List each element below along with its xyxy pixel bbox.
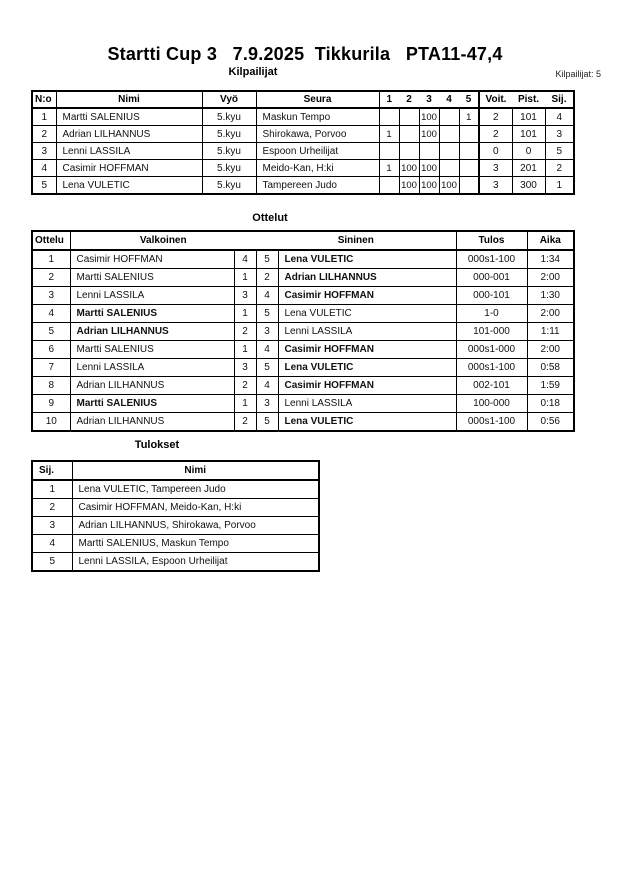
table-row	[32, 323, 574, 341]
table-row	[32, 480, 319, 499]
cell-blue-name: Adrian LILHANNUS	[278, 269, 456, 287]
cell-white-name: Martti SALENIUS	[70, 305, 234, 323]
cell-score-1	[379, 177, 399, 195]
cell-score-2	[399, 126, 419, 143]
cell-score-1	[379, 143, 399, 160]
cell-white-no: 3	[234, 359, 256, 377]
cell-voit: 3	[479, 177, 512, 195]
cell-result: 1-0	[456, 305, 527, 323]
cell-vyo: 5.kyu	[202, 108, 256, 126]
col-header-pist: Pist.	[512, 91, 545, 108]
section-label-ottelut: Ottelut	[252, 212, 288, 224]
cell-match-no: 3	[32, 287, 70, 305]
cell-match-no: 10	[32, 413, 70, 432]
cell-white-no: 1	[234, 341, 256, 359]
cell-nimi: Martti SALENIUS	[56, 108, 202, 126]
page-title: Startti Cup 3 7.9.2025 Tikkurila PTA11-47,4	[107, 44, 503, 64]
competitors-count: Kilpailijat: 5	[555, 69, 601, 79]
cell-score-1: 1	[379, 126, 399, 143]
cell-score-1	[379, 108, 399, 126]
cell-blue-name: Lena VULETIC	[278, 305, 456, 323]
cell-no: 4	[32, 160, 56, 177]
cell-result: 100-000	[456, 395, 527, 413]
cell-blue-no: 5	[256, 305, 278, 323]
cell-result: 000s1-100	[456, 413, 527, 432]
col-header-sininen: Sininen	[256, 231, 456, 250]
table-row	[32, 305, 574, 323]
table-row	[32, 250, 574, 269]
cell-match-no: 5	[32, 323, 70, 341]
col-header-ottelu: Ottelu	[32, 231, 70, 250]
cell-score-2: 100	[399, 177, 419, 195]
cell-score-4	[439, 160, 459, 177]
cell-white-no: 3	[234, 287, 256, 305]
cell-sij: 5	[545, 143, 574, 160]
cell-seura: Espoon Urheilijat	[256, 143, 379, 160]
cell-time: 1:11	[527, 323, 574, 341]
cell-score-2	[399, 108, 419, 126]
cell-score-4	[439, 126, 459, 143]
cell-sij: 3	[545, 126, 574, 143]
cell-time: 1:30	[527, 287, 574, 305]
cell-voit: 3	[479, 160, 512, 177]
cell-sij: 4	[545, 108, 574, 126]
cell-blue-no: 5	[256, 250, 278, 269]
col-header-nimi: Nimi	[56, 91, 202, 108]
cell-vyo: 5.kyu	[202, 143, 256, 160]
cell-blue-no: 2	[256, 269, 278, 287]
cell-white-no: 2	[234, 323, 256, 341]
cell-name: Martti SALENIUS, Maskun Tempo	[72, 535, 319, 553]
cell-score-5	[459, 126, 479, 143]
cell-time: 2:00	[527, 341, 574, 359]
cell-nimi: Adrian LILHANNUS	[56, 126, 202, 143]
section-label-kilpailijat: Kilpailijat	[228, 66, 278, 78]
cell-sij: 1	[545, 177, 574, 195]
table-row	[32, 160, 574, 177]
col-header-seura: Seura	[256, 91, 379, 108]
cell-rank: 3	[32, 517, 72, 535]
cell-no: 1	[32, 108, 56, 126]
cell-result: 000s1-100	[456, 359, 527, 377]
cell-time: 2:00	[527, 269, 574, 287]
cell-blue-no: 4	[256, 341, 278, 359]
col-header-valkoinen: Valkoinen	[70, 231, 256, 250]
cell-result: 000s1-100	[456, 250, 527, 269]
cell-blue-name: Lena VULETIC	[278, 250, 456, 269]
cell-blue-name: Lena VULETIC	[278, 359, 456, 377]
cell-time: 0:56	[527, 413, 574, 432]
table-row	[32, 395, 574, 413]
cell-nimi: Lenni LASSILA	[56, 143, 202, 160]
kilpailijat-table	[31, 90, 575, 195]
cell-pist: 101	[512, 108, 545, 126]
cell-rank: 2	[32, 499, 72, 517]
col-header-nimi: Nimi	[72, 461, 319, 480]
cell-result: 101-000	[456, 323, 527, 341]
table-row	[32, 177, 574, 195]
cell-no: 5	[32, 177, 56, 195]
table-row	[32, 143, 574, 160]
cell-white-name: Adrian LILHANNUS	[70, 413, 234, 432]
cell-blue-name: Lena VULETIC	[278, 413, 456, 432]
cell-seura: Tampereen Judo	[256, 177, 379, 195]
cell-time: 0:18	[527, 395, 574, 413]
section-label-tulokset: Tulokset	[134, 439, 180, 451]
header-row	[32, 91, 574, 108]
cell-result: 000-101	[456, 287, 527, 305]
table-row	[32, 269, 574, 287]
cell-name: Lena VULETIC, Tampereen Judo	[72, 480, 319, 499]
cell-score-3: 100	[419, 177, 439, 195]
cell-pist: 300	[512, 177, 545, 195]
cell-rank: 5	[32, 553, 72, 572]
cell-pist: 201	[512, 160, 545, 177]
col-header-aika: Aika	[527, 231, 574, 250]
cell-result: 000s1-000	[456, 341, 527, 359]
cell-pist: 101	[512, 126, 545, 143]
cell-white-name: Adrian LILHANNUS	[70, 377, 234, 395]
table-row	[32, 108, 574, 126]
cell-time: 1:59	[527, 377, 574, 395]
cell-white-name: Adrian LILHANNUS	[70, 323, 234, 341]
cell-name: Casimir HOFFMAN, Meido-Kan, H:ki	[72, 499, 319, 517]
cell-score-4	[439, 143, 459, 160]
cell-blue-name: Lenni LASSILA	[278, 323, 456, 341]
cell-time: 2:00	[527, 305, 574, 323]
header-row	[32, 461, 319, 480]
cell-match-no: 6	[32, 341, 70, 359]
col-header-5: 5	[459, 91, 479, 108]
cell-vyo: 5.kyu	[202, 126, 256, 143]
table-row	[32, 359, 574, 377]
cell-score-5	[459, 143, 479, 160]
cell-score-5	[459, 160, 479, 177]
cell-white-name: Casimir HOFFMAN	[70, 250, 234, 269]
cell-score-2	[399, 143, 419, 160]
col-header-1: 1	[379, 91, 399, 108]
cell-score-5: 1	[459, 108, 479, 126]
cell-white-name: Martti SALENIUS	[70, 395, 234, 413]
cell-voit: 0	[479, 143, 512, 160]
cell-vyo: 5.kyu	[202, 177, 256, 195]
table-row	[32, 341, 574, 359]
table-row	[32, 499, 319, 517]
table-row	[32, 377, 574, 395]
col-header-4: 4	[439, 91, 459, 108]
cell-pist: 0	[512, 143, 545, 160]
cell-voit: 2	[479, 108, 512, 126]
cell-score-2: 100	[399, 160, 419, 177]
cell-time: 0:58	[527, 359, 574, 377]
cell-white-no: 1	[234, 269, 256, 287]
cell-white-name: Lenni LASSILA	[70, 359, 234, 377]
col-header-tulos: Tulos	[456, 231, 527, 250]
col-header-voit: Voit.	[479, 91, 512, 108]
cell-rank: 1	[32, 480, 72, 499]
ottelut-table	[31, 230, 575, 432]
cell-blue-no: 3	[256, 323, 278, 341]
cell-score-5	[459, 177, 479, 195]
cell-match-no: 8	[32, 377, 70, 395]
cell-blue-no: 5	[256, 413, 278, 432]
cell-voit: 2	[479, 126, 512, 143]
cell-score-4: 100	[439, 177, 459, 195]
table-row	[32, 517, 319, 535]
cell-score-4	[439, 108, 459, 126]
table-row	[32, 413, 574, 432]
col-header-3: 3	[419, 91, 439, 108]
cell-name: Adrian LILHANNUS, Shirokawa, Porvoo	[72, 517, 319, 535]
cell-result: 000-001	[456, 269, 527, 287]
cell-score-3: 100	[419, 108, 439, 126]
col-header-no: N:o	[32, 91, 56, 108]
cell-nimi: Casimir HOFFMAN	[56, 160, 202, 177]
cell-rank: 4	[32, 535, 72, 553]
cell-white-name: Lenni LASSILA	[70, 287, 234, 305]
cell-vyo: 5.kyu	[202, 160, 256, 177]
cell-score-1: 1	[379, 160, 399, 177]
header-row	[32, 231, 574, 250]
cell-match-no: 4	[32, 305, 70, 323]
cell-sij: 2	[545, 160, 574, 177]
col-header-vyo: Vyö	[202, 91, 256, 108]
cell-score-3	[419, 143, 439, 160]
cell-time: 1:34	[527, 250, 574, 269]
cell-score-3: 100	[419, 160, 439, 177]
cell-seura: Meido-Kan, H:ki	[256, 160, 379, 177]
table-row	[32, 535, 319, 553]
cell-blue-name: Lenni LASSILA	[278, 395, 456, 413]
cell-match-no: 1	[32, 250, 70, 269]
cell-blue-no: 4	[256, 287, 278, 305]
table-row	[32, 287, 574, 305]
cell-blue-no: 3	[256, 395, 278, 413]
cell-score-3: 100	[419, 126, 439, 143]
cell-blue-name: Casimir HOFFMAN	[278, 287, 456, 305]
cell-name: Lenni LASSILA, Espoon Urheilijat	[72, 553, 319, 572]
cell-white-no: 1	[234, 305, 256, 323]
cell-blue-no: 4	[256, 377, 278, 395]
table-row	[32, 126, 574, 143]
col-header-sij: Sij.	[32, 461, 72, 480]
cell-no: 2	[32, 126, 56, 143]
tulokset-table	[31, 460, 320, 572]
cell-white-name: Martti SALENIUS	[70, 341, 234, 359]
cell-match-no: 2	[32, 269, 70, 287]
cell-nimi: Lena VULETIC	[56, 177, 202, 195]
table-row	[32, 553, 319, 572]
cell-match-no: 9	[32, 395, 70, 413]
cell-white-no: 1	[234, 395, 256, 413]
cell-match-no: 7	[32, 359, 70, 377]
cell-white-name: Martti SALENIUS	[70, 269, 234, 287]
cell-blue-no: 5	[256, 359, 278, 377]
cell-white-no: 4	[234, 250, 256, 269]
cell-result: 002-101	[456, 377, 527, 395]
cell-blue-name: Casimir HOFFMAN	[278, 341, 456, 359]
col-header-sij: Sij.	[545, 91, 574, 108]
cell-white-no: 2	[234, 377, 256, 395]
cell-seura: Maskun Tempo	[256, 108, 379, 126]
col-header-2: 2	[399, 91, 419, 108]
cell-no: 3	[32, 143, 56, 160]
cell-blue-name: Casimir HOFFMAN	[278, 377, 456, 395]
cell-seura: Shirokawa, Porvoo	[256, 126, 379, 143]
cell-white-no: 2	[234, 413, 256, 432]
